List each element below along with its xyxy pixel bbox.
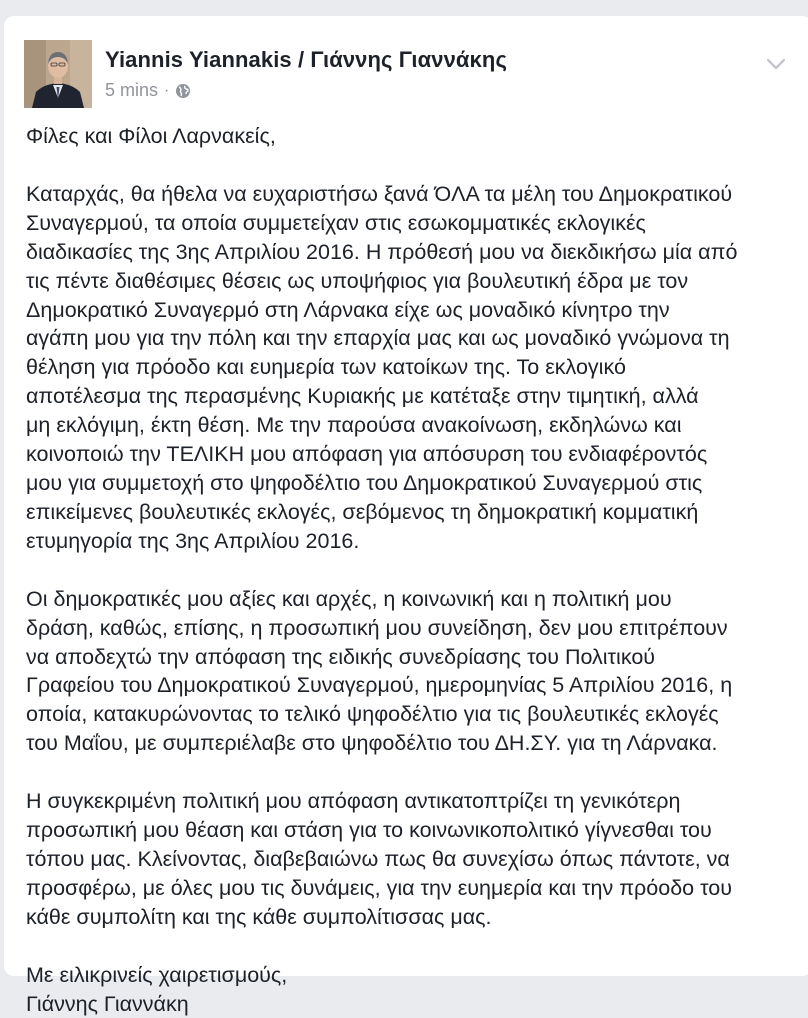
paragraph-1 (26, 180, 796, 556)
timestamp[interactable]: 5 mins (105, 80, 159, 100)
closing: Με ειλικρινείς χαιρετισμούς, (26, 962, 288, 987)
text-line: τόπου μας. Κλείνοντας, διαβεβαιώνω πως θα συνεχίσω όπως πάντοτε, να (26, 846, 730, 871)
text-line: οποία, κατακυρώνοντας το τελικό ψηφοδέλτιο για τις βουλευτικές εκλογές (26, 702, 719, 727)
text-line: Δημοκρατικό Συναγερμό στη Λάρνακα είχε ως μοναδικό κίνητρο την (26, 297, 670, 322)
text-line: δράση, καθώς, επίσης, η προσωπική μου συνείδηση, δεν μου επιτρέπουν (26, 615, 728, 640)
greeting: Φίλες και Φίλοι Λαρνακείς, (26, 124, 276, 148)
text-line: του Μαΐου, με συμπεριέλαβε στο ψηφοδέλτιο του ΔΗ.ΣΥ. για τη Λάρνακα. (26, 731, 718, 756)
paragraph-3 (26, 787, 796, 932)
avatar[interactable] (24, 40, 92, 108)
text-line: Η συγκεκριμένη πολιτική μου απόφαση αντικατοπτρίζει τη γενικότερη (26, 789, 681, 814)
globe-icon[interactable] (175, 83, 191, 99)
text-line: επικείμενες βουλευτικές εκλογές, σεβόμενος τη δημοκρατική κομματική (26, 499, 699, 524)
text-line: μη εκλόγιμη, έκτη θέση. Με την παρούσα ανακοίνωση, εκδηλώνω και (26, 413, 682, 438)
text-line: Οι δημοκρατικές μου αξίες και αρχές, η κοινωνική και η πολιτική μου (26, 586, 672, 611)
meta-separator: · (164, 81, 170, 99)
text-line: μου για συμμετοχή στο ψηφοδέλτιο του Δημοκρατικού Συναγερμού στις (26, 470, 703, 495)
text-line: Γραφείου του Δημοκρατικού Συναγερμού, ημερομηνίας 5 Απριλίου 2016, η (26, 673, 733, 698)
signature: Γιάννης Γιαννάκη (26, 991, 189, 1016)
text-line: Συναγερμού, τα οποία συμμετείχαν στις εσωκομματικές εκλογικές (26, 210, 646, 235)
text-line: αγάπη μου για την πόλη και την επαρχία μας και ως μοναδικό γνώμονα τη (26, 326, 730, 351)
profile-photo (24, 40, 92, 108)
text-line: διαδικασίες της 3ης Απριλίου 2016. Η πρόθεσή μου να διεκδικήσω μία από (26, 239, 738, 264)
text-line: τις πέντε διαθέσιμες θέσεις ως υποψήφιος για βουλευτική έδρα με τον (26, 268, 689, 293)
text-line: ετυμηγορία της 3ης Απριλίου 2016. (26, 528, 360, 553)
text-line: αποτέλεσμα της περασμένης Κυριακής με κατέταξε στην τιμητική, αλλά (26, 384, 699, 409)
author-name[interactable]: Yiannis Yiannakis / Γιάννης Γιαννάκης (105, 47, 507, 72)
text-line: προσωπική μου θέαση και στάση για το κοινωνικοπολιτικό γίγνεσθαι του (26, 818, 712, 843)
text-line: κάθε συμπολίτη και της κάθε συμπολίτισσας μας. (26, 904, 492, 929)
post-meta (105, 80, 191, 101)
text-line: Καταρχάς, θα ήθελα να ευχαριστήσω ξανά ΌΛΑ τα μέλη του Δημοκρατικού (26, 181, 733, 206)
text-line: θέληση για πρόοδο και ευημερία των κατοίκων της. Το εκλογικό (26, 355, 626, 380)
text-line: προσφέρω, με όλες μου τις δυνάμεις, για την ευημερία και την πρόοδο του (26, 875, 732, 900)
text-line: κοινοποιώ την ΤΕΛΙΚΗ μου απόφαση για απόσυρση του ενδιαφέροντός (26, 442, 708, 467)
chevron-down-icon[interactable] (765, 56, 787, 72)
text-line: να αποδεχτώ την απόφαση της ειδικής συνεδρίασης του Πολιτικού (26, 644, 656, 669)
post-body (26, 122, 796, 1018)
facebook-post (4, 16, 808, 1016)
paragraph-2 (26, 585, 796, 758)
